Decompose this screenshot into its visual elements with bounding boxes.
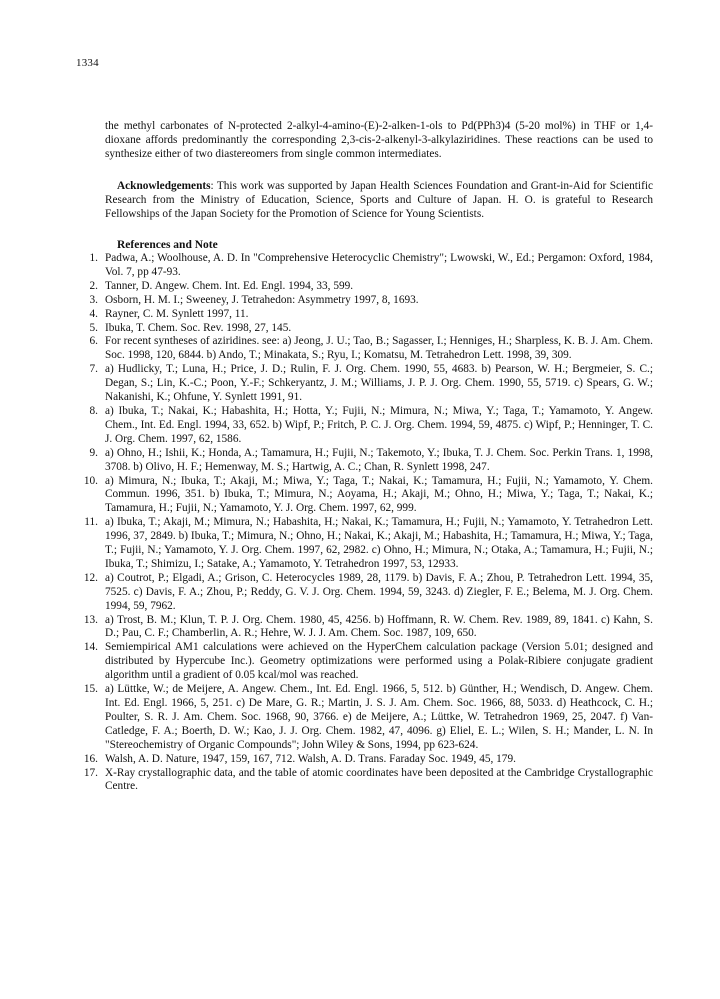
reference-text: Semiempirical AM1 calculations were achieved on the HyperChem calculation package (Version 5.01; designed and distributed by Hypercube Inc.). Geometry optimizations were performed using a Polak-Ribiere conjugate gradient algorithm until a gradient of 0.05 kcal/mol was reached.	[105, 641, 653, 682]
reference-text: Rayner, C. M. Synlett 1997, 11.	[105, 307, 249, 320]
reference-number: 14 .	[76, 641, 98, 655]
reference-item	[76, 322, 653, 336]
reference-number: 12 .	[76, 572, 98, 586]
acknowledgements-label: Acknowledgements	[117, 180, 211, 192]
reference-text: Tanner, D. Angew. Chem. Int. Ed. Engl. 1994, 33, 599.	[105, 279, 354, 292]
reference-number: 9 .	[76, 447, 98, 461]
acknowledgements-text: : This work was supported by Japan Health Sciences Foundation and Grant-in-Aid for Scientific Research from the Ministry of Education, Science, Sports and Culture of Japan. H. O. is grateful to Research Fellowships of the Japan Society for the Promotion of Science for Young Scientists.	[105, 180, 653, 220]
reference-text: a) Coutrot, P.; Elgadi, A.; Grison, C. Heterocycles 1989, 28, 1179. b) Davis, F. A.; Zhou, P. Tetrahedron Lett. 1994, 35, 7525. c) Davis, F. A.; Zhou, P.; Reddy, G. V. J. Org. Chem. 1994, 59, 3243. d) Ziegler, F. E.; Belema, M. J. Org. Chem. 1994, 59, 7962.	[105, 571, 653, 612]
reference-text: a) Trost, B. M.; Klun, T. P. J. Org. Chem. 1980, 45, 4256. b) Hoffmann, R. W. Chem. Rev. 1989, 89, 1841. c) Kahn, S. D.; Pau, C. F.; Chamberlin, A. R.; Hehre, W. J. J. Am. Chem. Soc. 1987, 109, 650.	[105, 613, 653, 640]
reference-number: 8 .	[76, 405, 98, 419]
reference-text: a) Ibuka, T.; Nakai, K.; Habashita, H.; Hotta, Y.; Fujii, N.; Mimura, N.; Miwa, Y.; Taga, T.; Yamamoto, Y. Angew. Chem., Int. Ed. Engl. 1994, 33, 652. b) Wipf, P.; Fritch, P. C. J. Org. Chem. 1994, 59, 4875. c) Wipf, P.; Henninger, T. C. J. Org. Chem. 1997, 62, 1586.	[105, 404, 653, 445]
reference-item	[76, 516, 653, 572]
references-list	[76, 252, 653, 794]
page-number: 1334	[76, 57, 99, 69]
reference-item	[76, 614, 653, 642]
reference-text: Osborn, H. M. I.; Sweeney, J. Tetrahedon: Asymmetry 1997, 8, 1693.	[105, 293, 419, 306]
references-heading: References and Note	[117, 239, 218, 251]
reference-number: 5 .	[76, 322, 98, 336]
reference-number: 16 .	[76, 753, 98, 767]
reference-item	[76, 280, 653, 294]
reference-item	[76, 363, 653, 405]
reference-item	[76, 753, 653, 767]
reference-number: 17 .	[76, 767, 98, 781]
reference-item	[76, 572, 653, 614]
reference-number: 4 .	[76, 308, 98, 322]
reference-text: a) Ibuka, T.; Akaji, M.; Mimura, N.; Habashita, H.; Nakai, K.; Tamamura, H.; Fujii, N.; Yamamoto, Y. Tetrahedron Lett. 1996, 37, 2849. b) Ibuka, T.; Mimura, N.; Ohno, H.; Nakai, K.; Akaji, M.; Habashita, H.; Tamamura, H.; Miwa, Y.; Taga, T.; Fujii, N.; Yamamoto, Y. J. Org. Chem. 1997, 62, 2982. c) Ohno, H.; Mimura, N.; Otaka, A.; Tamamura, H.; Fujii, N.; Ibuka, T.; Shimizu, I.; Satake, A.; Yamamoto, Y. Tetrahedron 1997, 53, 12933.	[105, 516, 653, 570]
reference-number: 15 .	[76, 683, 98, 697]
reference-number: 6 .	[76, 335, 98, 349]
acknowledgements-paragraph	[105, 180, 653, 221]
reference-text: a) Mimura, N.; Ibuka, T.; Akaji, M.; Miwa, Y.; Taga, T.; Nakai, K.; Tamamura, H.; Fujii, N.; Yamamoto, Y. Chem. Commun. 1996, 351. b) Ibuka, T.; Mimura, N.; Aoyama, H.; Akaji, M.; Ohno, H.; Miwa, Y.; Taga, T.; Nakai, K.; Tamamura, H.; Fujii, N.; Yamamoto, Y. J. Org. Chem. 1997, 62, 999.	[105, 474, 653, 515]
reference-item	[76, 767, 653, 795]
reference-item	[76, 294, 653, 308]
reference-item	[76, 252, 653, 280]
reference-text: X-Ray crystallographic data, and the table of atomic coordinates have been deposited at the Cambridge Crystallographic Centre.	[105, 766, 653, 793]
reference-number: 2 .	[76, 280, 98, 294]
reference-number: 7 .	[76, 363, 98, 377]
reference-item	[76, 447, 653, 475]
reference-item	[76, 683, 653, 753]
reference-text: Ibuka, T. Chem. Soc. Rev. 1998, 27, 145.	[105, 321, 292, 334]
reference-number: 10 .	[76, 475, 98, 489]
reference-text: Walsh, A. D. Nature, 1947, 159, 167, 712. Walsh, A. D. Trans. Faraday Soc. 1949, 45, 179.	[105, 752, 516, 765]
reference-text: a) Lüttke, W.; de Meijere, A. Angew. Chem., Int. Ed. Engl. 1966, 5, 512. b) Günther, H.; Wendisch, D. Angew. Chem. Int. Ed. Engl. 1966, 5, 251. c) De Mare, G. R.; Martin, J. S. J. Am. Chem. Soc. 1966, 88, 5033. d) Heathcock, C. H.; Poulter, S. R. J. Am. Chem. Soc. 1968, 90, 3766. e) de Meijere, A.; Lüttke, W. Tetrahedron 1969, 25, 2047. f) Van-Catledge, F. A.; Boerth, D. W.; Kao, J. J. Org. Chem. 1982, 47, 4096. g) Eliel, E. L.; Wilen, S. H.; Mander, L. N. In "Stereochemistry of Organic Compounds"; John Wiley & Sons, 1994, pp 623-624.	[105, 683, 653, 751]
reference-text: For recent syntheses of aziridines. see: a) Jeong, J. U.; Tao, B.; Sagasser, I.; Henniges, H.; Sharpless, K. B. J. Am. Chem. Soc. 1998, 120, 6844. b) Ando, T.; Minakata, S.; Ryu, I.; Komatsu, M. Tetrahedron Lett. 1998, 39, 309.	[105, 335, 653, 362]
reference-number: 1 .	[76, 252, 98, 266]
reference-item	[76, 475, 653, 517]
reference-text: a) Hudlicky, T.; Luna, H.; Price, J. D.; Rulin, F. J. Org. Chem. 1990, 55, 4683. b) Pearson, W. H.; Bergmeier, S. C.; Degan, S.; Lin, K.-C.; Poon, Y.-F.; Schkeryantz, J. M.; Williams, J. P. J. Org. Chem. 1990, 55, 5719. c) Spears, G. W.; Nakanishi, K.; Ohfune, Y. Synlett 1991, 91.	[105, 363, 653, 404]
reference-item	[76, 405, 653, 447]
intro-paragraph: the methyl carbonates of N-protected 2-alkyl-4-amino-(E)-2-alken-1-ols to Pd(PPh3)4 (5-20 mol%) in THF or 1,4-dioxane affords predominantly the corresponding 2,3-cis-2-alkenyl-3-alkylaziridines. These reactions can be used to synthesize either of two diastereomers from single common intermediates.	[105, 120, 653, 160]
reference-number: 11 .	[76, 516, 98, 530]
reference-item	[76, 308, 653, 322]
reference-text: a) Ohno, H.; Ishii, K.; Honda, A.; Tamamura, H.; Fujii, N.; Takemoto, Y.; Ibuka, T. J. Chem. Soc. Perkin Trans. 1, 1998, 3708. b) Olivo, H. F.; Hemenway, M. S.; Hartwig, A. C.; Chan, R. Synlett 1998, 247.	[105, 446, 653, 473]
reference-number: 13 .	[76, 614, 98, 628]
reference-item	[76, 335, 653, 363]
reference-item	[76, 641, 653, 683]
reference-number: 3 .	[76, 294, 98, 308]
reference-text: Padwa, A.; Woolhouse, A. D. In "Comprehensive Heterocyclic Chemistry"; Lwowski, W., Ed.; Pergamon: Oxford, 1984, Vol. 7, pp 47-93.	[105, 252, 653, 278]
